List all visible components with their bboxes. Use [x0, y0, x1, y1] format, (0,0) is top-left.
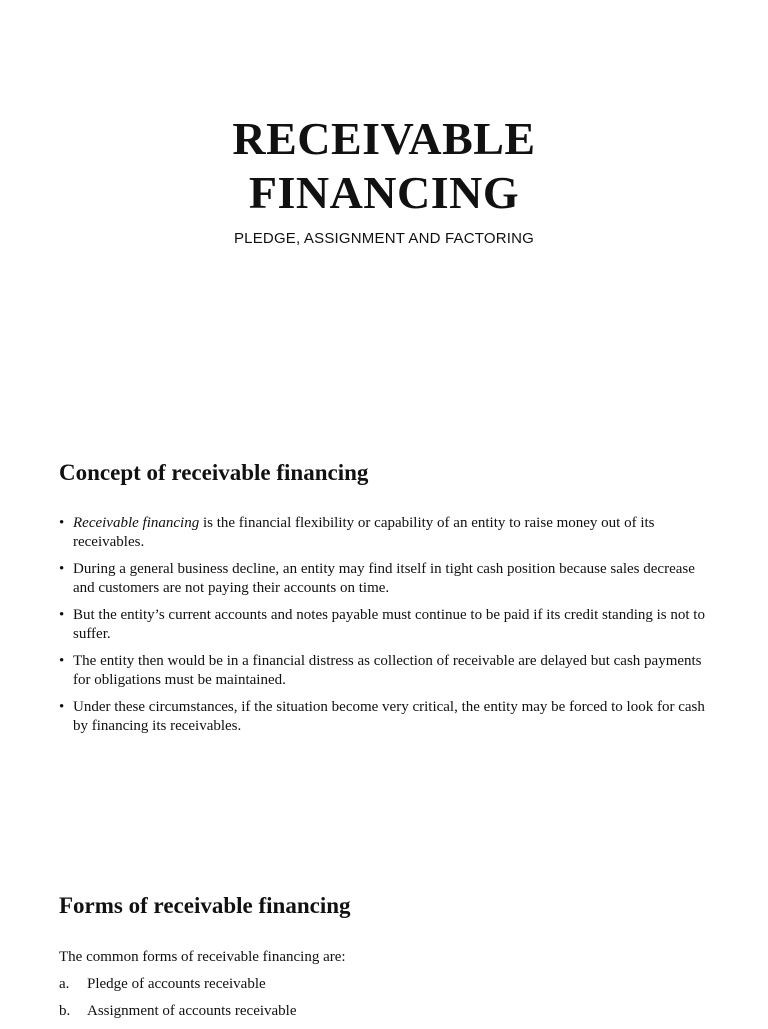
title-line-2: FINANCING	[248, 167, 520, 218]
bullet-item	[59, 514, 719, 552]
bullet-italic-term: Receivable financing	[73, 515, 200, 531]
bullet-dot-icon: •	[59, 561, 65, 577]
bullet-item	[59, 652, 719, 690]
list-marker: b.	[59, 1003, 71, 1019]
section-heading-forms: Forms of receivable financing	[59, 893, 351, 918]
bullet-dot-icon: •	[59, 699, 65, 715]
bullet-text: Under these circumstances, if the situation become very critical, the entity may be forced to look for cash by financing its receivables.	[73, 699, 705, 734]
bullet-text: During a general business decline, an entity may find itself in tight cash position because sales decrease and customers are not paying their accounts on time.	[73, 561, 695, 596]
bullet-dot-icon: •	[59, 653, 65, 669]
bullet-text: is the financial flexibility or capability of an entity to raise money out of its receivables.	[73, 515, 655, 550]
list-item	[59, 975, 297, 994]
bullet-item	[59, 698, 719, 736]
list-item	[59, 1002, 297, 1021]
bullet-dot-icon: •	[59, 515, 65, 531]
list-item-text: Pledge of accounts receivable	[87, 976, 266, 992]
bullet-item	[59, 606, 719, 644]
forms-intro-text: The common forms of receivable financing are:	[59, 949, 346, 965]
bullet-item	[59, 560, 719, 598]
bullet-text: But the entity’s current accounts and notes payable must continue to be paid if its credit standing is not to suffer.	[73, 607, 705, 642]
document-title	[0, 112, 768, 220]
document-subtitle: PLEDGE, ASSIGNMENT AND FACTORING	[233, 230, 535, 247]
title-line-1: RECEIVABLE	[232, 113, 536, 164]
forms-list	[59, 975, 297, 1029]
bullet-text: The entity then would be in a financial distress as collection of receivable are delayed but cash payments for obligations must be maintained.	[73, 653, 702, 688]
section-heading-concept: Concept of receivable financing	[59, 460, 369, 485]
concept-bullet-list	[59, 514, 719, 744]
list-marker: a.	[59, 976, 70, 992]
list-item-text: Assignment of accounts receivable	[87, 1003, 297, 1019]
bullet-dot-icon: •	[59, 607, 65, 623]
